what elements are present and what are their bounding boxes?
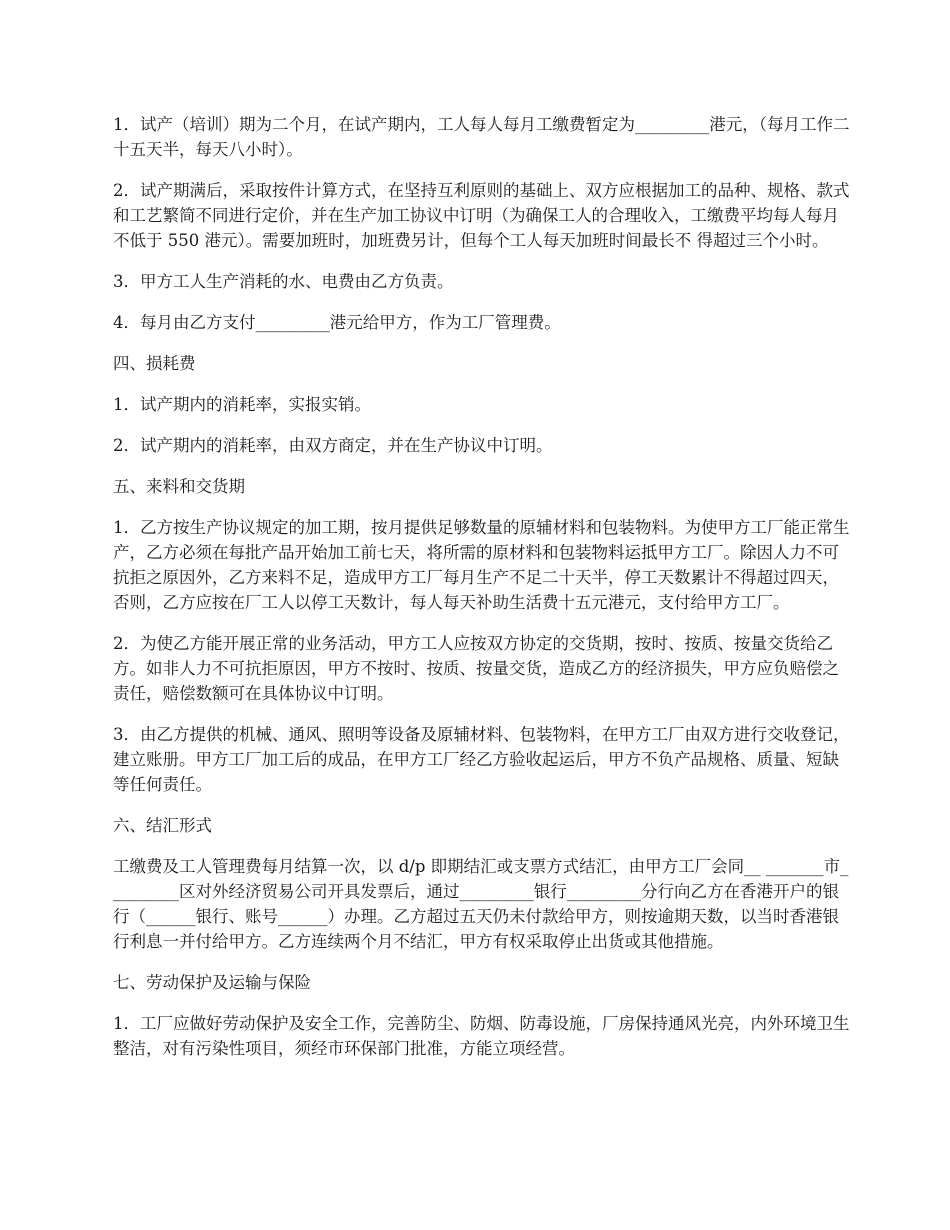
section-heading-labor-protection: 七、劳动保护及运输与保险 — [113, 973, 311, 992]
paragraph-materials-supply: 1．乙方按生产协议规定的加工期，按月提供足够数量的原辅材料和包装物料。为使甲方工厂能正常生产，乙方必须在每批产品开始加工前七天，将所需的原材料和包装物料运抵甲方工厂。除因人力不可抗拒之原因外，乙方来料不足，造成甲方工厂每月生产不足二十天半，停工天数累计不得超过四天，否则，乙方应按在厂工人以停工天数计，每人每天补助生活费十五元港元，支付给甲方工厂。 — [113, 518, 850, 612]
section-heading-materials-delivery: 五、来料和交货期 — [113, 477, 245, 496]
paragraph-equipment-registration: 3．由乙方提供的机械、通风、照明等设备及原辅材料、包装物料，在甲方工厂由双方进行交收登记，建立账册。甲方工厂加工后的成品，在甲方工厂经乙方验收起运后，甲方不负产品规格、质量、短缺等任何责任。 — [113, 725, 850, 794]
document-page — [113, 112, 853, 1077]
paragraph-delivery: 2．为使乙方能开展正常的业务活动，甲方工人应按双方协定的交货期，按时、按质、按量交货给乙方。如非人力不可抗拒原因，甲方不按时、按质、按量交货，造成乙方的经济损失，甲方应负赔偿之责任，赔偿数额可在具体协议中订明。 — [113, 634, 839, 703]
paragraph-utilities: 3．甲方工人生产消耗的水、电费由乙方负责。 — [113, 272, 454, 291]
paragraph-settlement: 工缴费及工人管理费每月结算一次，以 d/p 即期结汇或支票方式结汇，由甲方工厂会同__ _______市_________区对外经济贸易公司开具发票后，通过_________银行_________分行向乙方在香港开户的银行（______银行、账号______）办理。乙方超过五天仍未付款给甲方，则按逾期天数，以当时香港银行利息一并付给甲方。乙方连续两个月不结汇，甲方有权采取停止出货或其他措施。 — [113, 857, 849, 951]
paragraph-loss-rate-1: 1．试产期内的消耗率，实报实销。 — [113, 395, 371, 414]
paragraph-labor-protection: 1．工厂应做好劳动保护及安全工作，完善防尘、防烟、防毒设施，厂房保持通风光亮，内外环境卫生整洁，对有污染性项目，须经市环保部门批准，方能立项经营。 — [113, 1014, 850, 1058]
paragraph-trial-fee: 1．试产（培训）期为二个月，在试产期内，工人每人每月工缴费暂定为_________港元，（每月工作二十五天半，每天八小时）。 — [113, 115, 850, 159]
paragraph-piece-rate: 2．试产期满后，采取按件计算方式，在坚持互利原则的基础上、双方应根据加工的品种、规格、款式和工艺繁简不同进行定价，并在生产加工协议中订明（为确保工人的合理收入，工缴费平均每人每月不低于 550 港元）。需要加班时，加班费另计，但每个工人每天加班时间最长不 得超过三个小时。 — [113, 181, 850, 250]
section-heading-loss: 四、损耗费 — [113, 354, 196, 373]
paragraph-loss-rate-2: 2．试产期内的消耗率，由双方商定，并在生产协议中订明。 — [113, 436, 553, 455]
section-heading-settlement: 六、结汇形式 — [113, 816, 212, 835]
paragraph-management-fee: 4．每月由乙方支付_________港元给甲方，作为工厂管理费。 — [113, 313, 561, 332]
